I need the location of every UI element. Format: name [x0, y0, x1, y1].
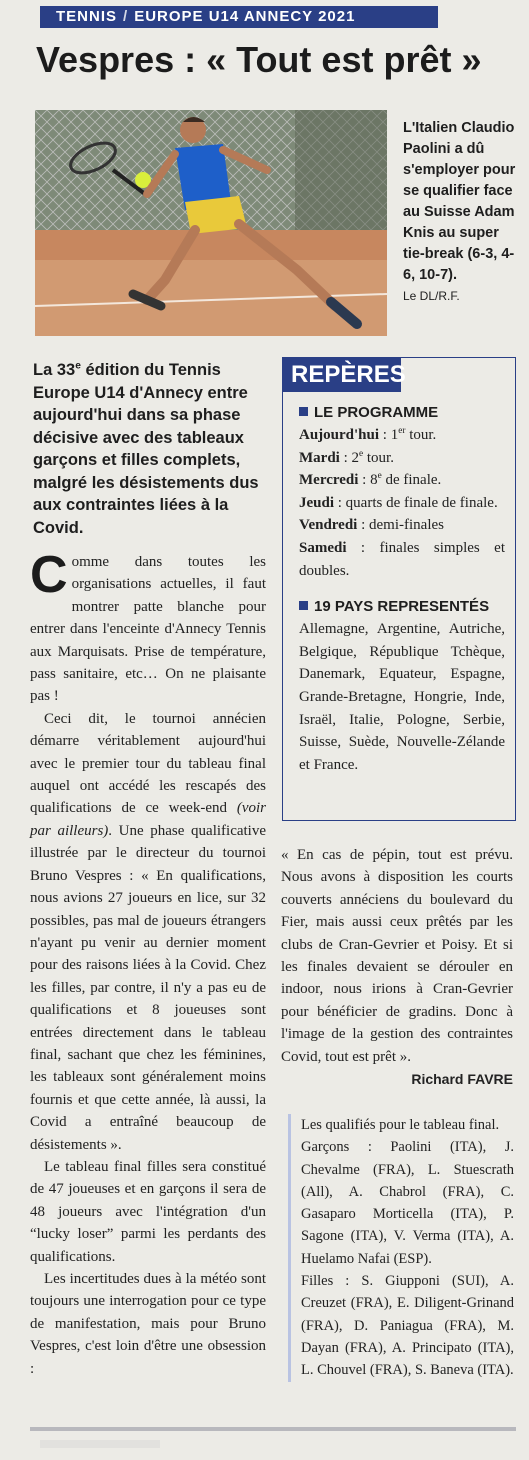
caption-text: L'Italien Claudio Paolini a dû s'employer pour se qualifier face au Suisse Adam Knis au super tie-break (6-3, 4-6, 10-7). — [403, 120, 516, 283]
paragraph-1-text: omme dans toutes les organisations actuelles, il faut montrer patte blanche pour entrer dans l'enceinte d'Annecy Tennis aux Marquisats. Prise de température, pass sanitaire, etc… On ne plaisante pas ! — [30, 554, 266, 705]
programme-day: Aujourd'hui — [299, 427, 380, 443]
faint-footer-mark — [40, 1440, 160, 1448]
body-paragraph-4: Les incertitudes dues à la météo sont toujours une interrogation pour ce type de manifestation, mais pour Bruno Vespres, c'est loin d'être une obsession : — [30, 1271, 266, 1377]
qualifiers-intro: Les qualifiés pour le tableau final. — [301, 1117, 500, 1133]
qualifiers-box — [288, 1114, 514, 1382]
qualifiers-girls: Filles : S. Giupponi (SUI), A. Creuzet (FRA), E. Diligent-Grinand (FRA), D. Paniagua (FRA), M. Dayan (FRA), A. Principato (ITA), L. Chouvel (FRA), S. Baneva (ITA). — [301, 1273, 514, 1379]
paragraph-2-text-b: . Une phase qualificative illustrée par le directeur du tournoi Bruno Vespres : « En qualifications, nous avions 27 joueurs en lice, sur 32 possibles, pas mal de joueurs étrangers n'ayant pu venir au dernier moment pour des raisons liées à la Covid. Chez les filles, par contre, il n'y a pas eu de qualifications et 8 joueuses sont entrées directement dans le tableau final, sachant que chez les féminines, les tableaux sont généralement moins fournis et que cette année, là aussi, la Covid a entraîné beaucoup de désistements ». — [30, 822, 267, 1153]
lead-rest: édition du Tennis Europe U14 d'Annecy entre aujourd'hui dans sa phase décisive avec des tableaux garçons et filles complets, malgré les désistements dus aux contraintes liées à la Covid. — [33, 361, 259, 537]
programme-text: : quarts de finale de finale. — [334, 494, 498, 511]
programme-item — [299, 447, 505, 470]
rubric-event: EUROPE U14 ANNECY 2021 — [134, 8, 356, 25]
photo-caption — [403, 118, 523, 306]
programme-item — [299, 537, 505, 582]
body-paragraph-5: « En cas de pépin, tout est prévu. Nous avons à disposition les courts couverts annéciens du boulevard du Fier, mais aussi ceux prêtés par les clubs de Cran-Gevrier et Poisy. Et si les finales devaient se dérouler en indoor, nous irions à Cran-Gevrier pour bénéficier de gradins. Donc à l'image de la gestion des contraintes Covid, tout est prêt ». — [281, 847, 513, 1065]
programme-day: Mardi — [299, 449, 340, 466]
programme-item — [299, 514, 505, 537]
programme-text: : finales simples et doubles. — [299, 539, 505, 579]
programme-text: : 2 — [339, 449, 359, 466]
rubric-banner — [40, 6, 438, 28]
programme-sup: er — [398, 426, 406, 436]
paragraph-2-text-a: Ceci dit, le tournoi annécien démarre véritablement aujourd'hui avec le premier tour du tableau final auquel ont accédé les rescapés des qualifications de ce week-end — [30, 710, 266, 817]
drop-cap: C — [30, 546, 68, 604]
reperes-body — [299, 402, 505, 776]
lead-start: La 33 — [33, 361, 76, 379]
programme-text-end: tour. — [405, 427, 437, 443]
tennis-player-illustration — [35, 110, 387, 336]
reperes-box — [282, 357, 516, 821]
photo-credit: Le DL/R.F. — [403, 289, 460, 303]
author-byline: Richard FAVRE — [411, 1071, 513, 1088]
rubric-sport: TENNIS — [56, 8, 118, 25]
programme-day: Vendredi — [299, 517, 358, 534]
cross-reference: (voir par ailleurs) — [30, 800, 266, 839]
reperes-title: REPÈRES — [283, 358, 401, 392]
programme-item — [299, 424, 505, 447]
tennis-player-photo — [35, 110, 387, 336]
countries-list: Allemagne, Argentine, Autriche, Belgique, République Tchèque, Danemark, Equateur, Espagne, Grande-Bretagne, Hongrie, Inde, Israël, Italie, Pologne, Serbie, Suisse, Suède, Nouvelle-Zélande et France. — [299, 621, 505, 773]
body-paragraph-3: Le tableau final filles sera constitué de 47 joueuses et en garçons il sera de 48 joueurs avec l'intégration d'un “lucky loser” parmi les perdants des qualifications. — [30, 1158, 266, 1265]
programme-item — [299, 492, 505, 515]
programme-day: Jeudi — [299, 494, 335, 511]
article-body-right — [281, 844, 513, 1090]
programme-day: Samedi — [299, 539, 347, 556]
countries-heading: 19 PAYS REPRESENTÉS — [299, 596, 505, 618]
programme-sup: e — [377, 471, 382, 482]
programme-text: : 8 — [358, 472, 378, 489]
body-paragraph-2 — [30, 708, 266, 1156]
rubric-separator: / — [123, 8, 129, 25]
programme-list — [299, 424, 505, 582]
programme-text: : demi-finales — [357, 517, 444, 534]
programme-heading: LE PROGRAMME — [299, 402, 505, 424]
body-paragraph-1 — [30, 546, 266, 708]
spacer — [299, 582, 505, 596]
article-body-left — [30, 546, 267, 1380]
programme-sup: e — [359, 448, 364, 459]
article-headline: Vespres : « Tout est prêt » — [36, 39, 482, 80]
programme-text-end: de finale. — [381, 472, 442, 489]
article-lead — [33, 359, 269, 539]
lead-sup: e — [75, 360, 81, 372]
programme-item — [299, 469, 505, 492]
programme-day: Mercredi — [299, 472, 359, 489]
qualifiers-boys: Garçons : Paolini (ITA), J. Chevalme (FRA), L. Stuescrath (All), A. Chabrol (FRA), C. Gasaparo Morticella (ITA), P. Sagone (ITA), V. Verma (ITA), A. Huelamo Nafai (ESP). — [301, 1139, 514, 1267]
programme-text: : 1 — [379, 427, 399, 443]
programme-text-end: tour. — [363, 449, 394, 466]
bottom-divider — [30, 1427, 516, 1431]
